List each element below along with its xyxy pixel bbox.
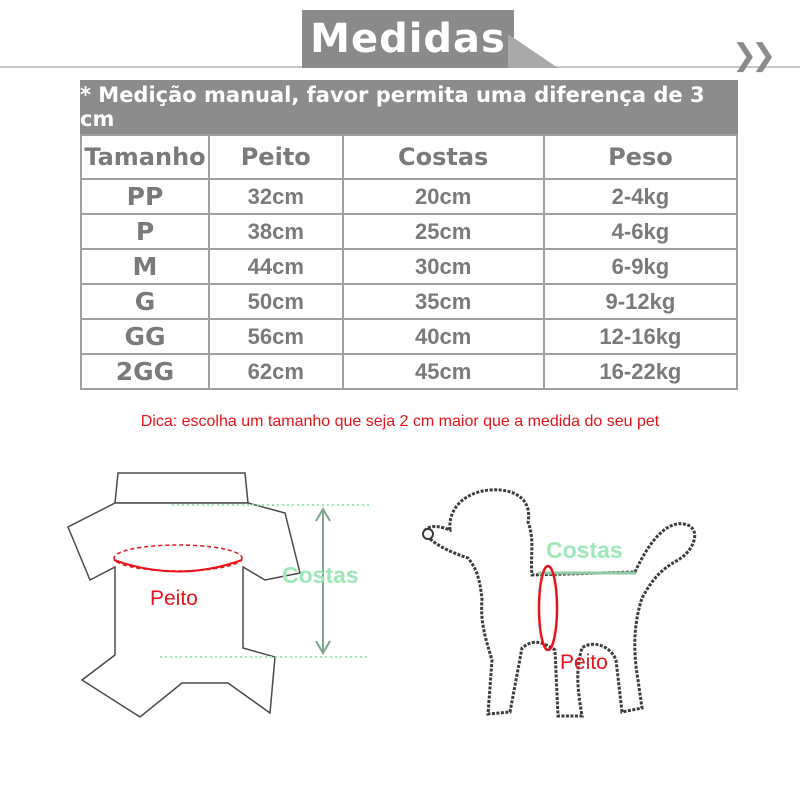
size-cell: G [81, 284, 209, 319]
column-header-tamanho: Tamanho [81, 135, 209, 179]
costas-cell: 45cm [343, 354, 544, 389]
peito-cell: 56cm [209, 319, 343, 354]
table-row [81, 319, 737, 354]
peito-cell: 38cm [209, 214, 343, 249]
dog-peito-label: Peito [560, 651, 608, 674]
table-row [81, 179, 737, 214]
shirt-costas-label: Costas [282, 562, 359, 588]
dog-costas-label: Costas [546, 537, 623, 563]
shirt-peito-label: Peito [150, 587, 198, 610]
shirt-collar [115, 473, 248, 503]
peito-cell: 32cm [209, 179, 343, 214]
table-row [81, 249, 737, 284]
peso-cell: 4-6kg [544, 214, 737, 249]
size-cell: P [81, 214, 209, 249]
costas-cell: 20cm [343, 179, 544, 214]
peso-cell: 12-16kg [544, 319, 737, 354]
costas-cell: 30cm [343, 249, 544, 284]
costas-cell: 35cm [343, 284, 544, 319]
size-cell: GG [81, 319, 209, 354]
size-table [80, 134, 738, 390]
costas-cell: 40cm [343, 319, 544, 354]
column-header-peito: Peito [209, 135, 343, 179]
peito-cell: 44cm [209, 249, 343, 284]
peito-cell: 50cm [209, 284, 343, 319]
page-title: Medidas [302, 10, 514, 68]
title-banner-wing [508, 34, 558, 68]
peso-cell: 16-22kg [544, 354, 737, 389]
peso-cell: 2-4kg [544, 179, 737, 214]
size-cell: PP [81, 179, 209, 214]
dog-chest-loop [539, 566, 557, 650]
peito-cell: 62cm [209, 354, 343, 389]
peso-cell: 6-9kg [544, 249, 737, 284]
dog-outline [424, 490, 695, 716]
costas-cell: 25cm [343, 214, 544, 249]
column-header-costas: Costas [343, 135, 544, 179]
dog-diagram [410, 480, 710, 725]
table-row [81, 214, 737, 249]
table-row [81, 354, 737, 389]
table-row [81, 284, 737, 319]
column-header-peso: Peso [544, 135, 737, 179]
double-chevron-right-icon: ❯❯ [732, 38, 771, 73]
size-cell: M [81, 249, 209, 284]
peso-cell: 9-12kg [544, 284, 737, 319]
measurement-note: * Medição manual, favor permita uma diferença de 3 cm [80, 80, 738, 134]
sizing-tip: Dica: escolha um tamanho que seja 2 cm maior que a medida do seu pet [140, 413, 660, 430]
dog-nose-icon [423, 529, 433, 539]
table-header-row [81, 135, 737, 179]
size-cell: 2GG [81, 354, 209, 389]
shirt-diagram [60, 465, 380, 730]
